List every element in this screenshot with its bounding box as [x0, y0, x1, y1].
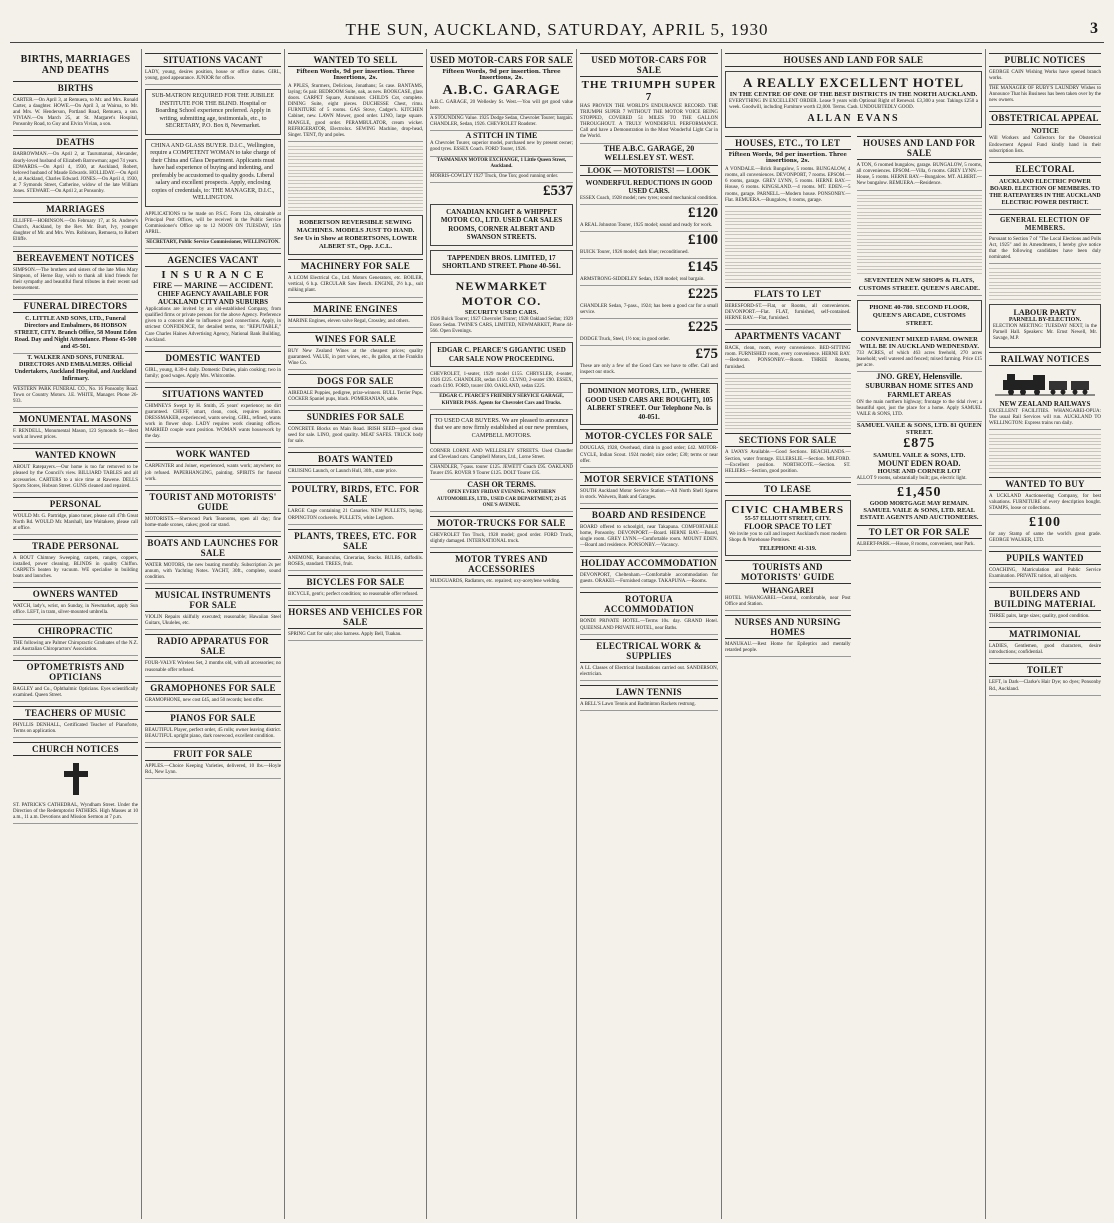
section-header: MACHINERY FOR SALE [288, 259, 423, 273]
classified-ad: SEVENTEEN NEW SHOPS & FLATS, CUSTOMS STREET. QUEEN'S ARCADE. [857, 276, 983, 296]
price-tag: £225 [688, 319, 718, 336]
classified-ad: A LWAYS Available.—Good Sections. BEACHLANDS.—Section, water frontage. ELLERSLIE.—Section. MILFORD.—Excellent position. NORTHCOTE.—Section. ST. HELIERS.—Section, good position. [725, 449, 851, 477]
labour-subtitle: PARNELL BY-ELECTION. [1008, 316, 1082, 323]
houses-left-subcolumn [725, 132, 851, 657]
section-header: PIANOS FOR SALE [145, 711, 281, 725]
fine-print-block [989, 434, 1101, 472]
classified-ad: A LCOM Electrical Co., Ltd. Motors Generators, etc. BOILER, vertical, 6 h.p. CIRCULAR Saw Bench. ENGINE, 2½ h.p., suit milking plant. [288, 275, 423, 297]
suburban-heading: SUBURBAN HOME SITES AND FARMLET AREAS [865, 381, 974, 400]
classified-ad: These are only a few of the Good Cars we have to offer. Call and inspect our stock. [580, 363, 718, 379]
classified-ad: CARTER.—On April 3, at Remuera, to Mr. and Mrs. Ronald Carter, a daughter. HOWE.—On April 3, at Wairoa, to Mr. and Mrs. W. Henderson, Portland Road, Remuera, a son. VIVIAN.—On March 25, at St. Margaret's Hospital, Ponsonby Road, to Guy and Elvira Vivian, a son. [13, 97, 138, 131]
insurance-heading: I N S U R A N C E [161, 269, 265, 282]
civic-subtitle: 55-57 ELLIOTT STREET, CITY. [744, 515, 831, 522]
section-header: BICYCLES FOR SALE [288, 575, 423, 589]
section-header: SUNDRIES FOR SALE [288, 410, 423, 424]
classified-ad: AUCKLAND ELECTRIC POWER BOARD. ELECTION OF MEMBERS. TO THE RATEPAYERS IN THE AUCKLAND ELECTRIC POWER DISTRICT. [989, 178, 1101, 210]
classified-ad: A STOUNDING Value. 1925 Dodge Sedan, Chevrolet Tourer; bargain. CHANDLER, Sedan, 1926. CHEVROLET Roadster. [430, 115, 573, 131]
classified-ad: MORRIS-COWLEY 1927 Truck, One Ton; good running order. [430, 173, 573, 183]
page-number: 3 [1090, 20, 1098, 37]
civic-body: We invite you to call and inspect Auckland's most modern Shops & Warehouse Premises. [729, 531, 847, 543]
section-header: TOILET [989, 663, 1101, 677]
classified-ad: ANEMONE, Ranunculus, Cinerarias, Stocks. BULBS, daffodils. ROSES, standard. TREES, fruit. [288, 555, 423, 571]
mixed-farm-heading: CONVENIENT MIXED FARM. OWNER WILL BE IN AUCKLAND WEDNESDAY. [859, 335, 979, 350]
section-header: WINES FOR SALE [288, 332, 423, 346]
classified-ad: APPLES.—Choice Keeping Varieties, delivered, 10 lbs.—Hoyle Rd., New Lynn. [145, 763, 281, 779]
price-tag: £875 [903, 435, 936, 451]
section-header: MUSICAL INSTRUMENTS FOR SALE [145, 588, 281, 612]
section-header: CHURCH NOTICES [13, 742, 138, 756]
column-births-deaths [10, 49, 142, 1219]
hotel-subtitle: IN THE CENTRE OF ONE OF THE BEST DISTRICTS IN THE NORTH AUCKLAND. [729, 91, 978, 98]
hotel-display-ad [725, 71, 982, 128]
section-header: MARINE ENGINES [288, 302, 423, 316]
section-header: MARRIAGES [13, 202, 138, 216]
fine-print-block [857, 195, 983, 274]
houses-right-subcolumn [857, 132, 983, 657]
section-header: MATRIMONIAL [989, 627, 1101, 641]
classified-ad: PHYLLIS DENHALL, Certificated Teacher of Pianoforte, Terms on application. [13, 722, 138, 738]
fine-print-block [989, 268, 1101, 300]
notice-heading: NOTICE [1031, 127, 1059, 136]
classified-ad: BUY New Zealand Wines at the cheapest prices; quality guaranteed. VALUE, in port wines, etc., 8s gallon, at the Franklin Wine Co. [288, 348, 423, 370]
column-public-notices [986, 49, 1104, 1219]
classified-ad: A LL Classes of Electrical Installations carried out. SANDERSON, electrician. [580, 665, 718, 681]
display-ad: DOMINION MOTORS, LTD., (WHERE GOOD USED CARS ARE BOUGHT), 105 ALBERT STREET. Our Telephone No. is 40-051. [580, 383, 718, 425]
section-header: USED MOTOR-CARS FOR SALE [580, 53, 718, 77]
classified-ad: TASMANIAN MOTOR EXCHANGE, 1 Little Queen Street, Auckland. [430, 157, 573, 173]
column-situations [142, 49, 285, 1219]
masthead-title: THE SUN, AUCKLAND, SATURDAY, APRIL 5, 1930 [345, 20, 769, 39]
section-header: DEATHS [13, 135, 138, 149]
classified-ad: SPRING Cart for sale; also harness. Apply Bell, Tuakau. [288, 631, 423, 641]
price-tag: £225 [688, 285, 718, 302]
fine-print-block [725, 211, 851, 283]
civic-floor: FLOOR SPACE TO LET [744, 521, 832, 531]
newmarket-heading: NEWMARKET MOTOR CO. [455, 278, 548, 308]
classified-ad: MANUKAU.—Rest Home for Epileptics and mentally retarded people. [725, 641, 851, 657]
civic-title: CIVIC CHAMBERS [731, 503, 845, 516]
section-header: DOMESTIC WANTED [145, 351, 281, 365]
section-header: BOATS AND LAUNCHES FOR SALE [145, 536, 281, 560]
section-header: WORK WANTED [145, 447, 281, 461]
funeral-ad: C. LITTLE AND SONS, LTD., Funeral Directors and Embalmers, 86 HOBSON STREET, CITY. Branch Office, 58 Mount Eden Road. Day and Night Attendance. Phone 45-500 and 45-501. [13, 315, 138, 354]
section-header: RADIO APPARATUS FOR SALE [145, 634, 281, 658]
section-header: HOUSES, ETC., TO LET [725, 136, 851, 150]
rate-note: Fifteen Words, 9d per insertion. Three Insertions, 2s. [442, 69, 561, 81]
section-header: PERSONAL [13, 497, 138, 511]
abc-garage-heading: A.B.C. GARAGE [442, 83, 561, 98]
section-header: RAILWAY NOTICES [989, 352, 1101, 366]
section-header: CHIROPRACTIC [13, 624, 138, 638]
classified-ad: A UCKLAND Auctioneering Company, for best valuations. FURNITURE of every description bought. STAMPS, loose or collections. [989, 493, 1101, 515]
classified-ad: CHEVROLET, 1-seater, 1929 model £155. CHRYSLER, 4-seater, 1926 £225. CHANDLER, sedan £150. CLYNO, 2-seater £90. ESSEX, coach £190. FORD, tourer £60. OAKLAND, sedan £225. [430, 371, 573, 393]
train-icon [995, 370, 1095, 396]
classified-ad: ALLOT 9 rooms, substantially built; gas, electric light. [857, 475, 983, 485]
classified-ad: SECRETARY, Public Service Commissioner, WELLINGTON. [145, 239, 281, 249]
section-header: HOUSES AND LAND FOR SALE [857, 136, 983, 160]
display-ad: SUB-MATRON REQUIRED FOR THE JUBILEE INSTITUTE FOR THE BLIND. Hospital or Boarding School experience preferred. Apply in writing, submitting age, testimonials, etc., to SECRETARY, P.O. Box 8, Newmarket. [145, 89, 281, 135]
classified-ad: GRAMOPHONE, new cost £45, and 50 records; best offer. [145, 697, 281, 707]
section-header: NURSES AND NURSING HOMES [725, 615, 851, 639]
classified-ad: LADY, young, desires position, house or office duties. GIRL, young, good appearance. JUNIOR for office. [145, 69, 281, 85]
section-header: OBSTETRICAL APPEAL [989, 111, 1101, 125]
railway-heading: NEW ZEALAND RAILWAYS [999, 399, 1091, 408]
classified-ad: DEVONPORT, Cheltenham.—Comfortable accommodation for guests. ORAKEI.—Furnished cottage. TAKAPUNA.—Rooms. [580, 572, 718, 588]
vaile-signature: SAMUEL VAILE & SONS, LTD. REAL ESTATE AGENTS AND AUCTIONEERS. [859, 506, 979, 521]
classified-ad: A BELL'S Lawn Tennis and Badminton Rackets restrung. [580, 701, 718, 711]
price-tag: £537 [543, 182, 573, 199]
section-header: GENERAL ELECTION OF MEMBERS. [989, 214, 1101, 234]
section-header: SITUATIONS VACANT [145, 53, 281, 67]
classified-ad: F. RENDELL, Monumental Mason, 123 Symonds St.—Best work at lowest prices. [13, 428, 138, 444]
section-header: APARTMENTS VACANT [725, 329, 851, 343]
section-header: HORSES AND VEHICLES FOR SALE [288, 606, 423, 627]
display-ad: EDGAR C. PEARCE'S GIGANTIC USED CAR SALE NOW PROCEEDING. [430, 342, 573, 367]
display-ad: PHONE 40-780. SECOND FLOOR, QUEEN'S ARCADE, CUSTOMS STREET. [857, 300, 983, 332]
column-used-cars [427, 49, 577, 1219]
vaile-signature: SAMUEL VAILE & SONS, LTD. 81 QUEEN STREET. [856, 421, 982, 436]
classified-ad: BERESFORD-ST.—Flat, or Rooms, all conveniences. DEVONPORT.—Flat. FLAT, furnished, self-contained. HERNE BAY.—Flat, furnished. [725, 303, 851, 325]
classified-ad: WATER MOTORS, the new boating monthly. Subscription 2s per annum, with Yachting Notes. YACHT, 30ft., complete, sound condition. [145, 562, 281, 584]
classified-ad: SIMPSON.—The brothers and sisters of the late Miss Mary Simpson, of Herne Bay, wish to thank all kind friends for their sympathy and beautiful floral tributes in their recent sad bereavement. [13, 267, 138, 295]
column-houses-land [722, 49, 986, 1219]
section-header: TOURISTS AND MOTORISTS' GUIDE [725, 560, 851, 584]
price-tag: £1,450 [897, 484, 942, 500]
section-header: MONUMENTAL MASONS [13, 412, 138, 426]
classified-ad: EDGAR C. PEARCE'S FRIENDLY SERVICE GARAGE, KHYBER PASS. Agents for Chevrolet Cars and Trucks. [430, 393, 573, 409]
classified-ad: ELLIFFE—HOBINSON.—On February 17, at St. Andrew's Church, Auckland, by the Rev. Mr. Burt, Ivy, younger daughter of Mr. and Mrs. Wm. Robinson, Remuera, to Robert Elliffe. [13, 218, 138, 246]
hotel-title: A REALLY EXCELLENT HOTEL [742, 75, 965, 90]
display-ad: ROBERTSON REVERSIBLE SEWING MACHINES. MODELS JUST TO HAND. See Us in Show at ROBERTSONS, LOWER ALBERT ST., Opp. J.C.L. [288, 215, 423, 255]
fine-print-block [288, 146, 423, 211]
cash-or-terms: CASH OR TERMS. [467, 480, 536, 490]
section-header: WANTED KNOWN [13, 448, 138, 462]
section-header: TO LEASE [725, 482, 851, 496]
classified-ad: CHEVROLET Ton Truck, 1928 model; good order. FORD Truck, slightly damaged. INTERNATIONAL truck. [430, 532, 573, 548]
section-header: HOUSES AND LAND FOR SALE [725, 53, 982, 67]
section-header: TOURIST AND MOTORISTS' GUIDE [145, 490, 281, 514]
classified-ad: CHIMNEYS Swept by H. Smith, 25 years' experience; no dirt guaranteed. CHEFF, smart, clean, cook, requires position. DRESSMAKER, experienced, wants sewing. GIRL, refined, wants work in flower shop. LADY requires work cleaning offices. MARRIED couple want position. WOMAN wants housework by the day. [145, 403, 281, 444]
classified-ad: CONCRETE Blocks on Main Road. IRISH SEED—good clean seed for sale. LINO, good quality. MEAT SAFES. TRUCK body for sale. [288, 426, 423, 448]
classified-ad: Will Workers and Collectors for the Obstetrical Endowment Appeal Fund kindly hand in their subscription lists. [989, 135, 1101, 157]
masthead [10, 20, 1104, 43]
display-ad: CANADIAN KNIGHT & WHIPPET MOTOR CO., LTD. USED CAR SALES ROOMS, CORNER ALBERT AND SWANSON STREETS. [430, 204, 573, 246]
classified-ad: CHANDLER Sedan, 7-pass., 1924; has been a good car for a small service. [580, 303, 718, 319]
classified-ad: A Chevrolet Tourer, superior model, purchased new by present owner; good tyres. ESSEX Coach. FORD Tourer, 1926. [430, 140, 573, 156]
security-heading: SECURITY USED CARS. [464, 308, 539, 316]
section-header: AGENCIES VACANT [145, 253, 281, 267]
hotel-agent: ALLAN EVANS [807, 113, 900, 125]
display-ad: CHINA AND GLASS BUYER. D.I.C., Wellington, require a COMPETENT WOMAN to take charge of their China and Glass Department. Applicants must have had experience of buying and indenting, and preferably be accustomed to quality goods. Liberal salary and excellent prospects. Apply, enclosing copies of credentials, to: THE MANAGER, D.I.C., WELLINGTON. [145, 139, 281, 207]
classified-ad: THE MANAGER OF RUBY'S LAUNDRY Wishes to Announce That his Business has been taken over by the new owners. [989, 85, 1101, 107]
classified-ad: LEFT, in Dark—Clarke's Hair Dye; no dyes; Ponsonby Rd., Auckland. [989, 679, 1101, 695]
classified-ad: MUDGUARDS, Radiators, etc. repaired; oxy-acetylene welding. [430, 578, 573, 588]
section-header: GRAMOPHONES FOR SALE [145, 681, 281, 695]
classified-ad: BONDI PRIVATE HOTEL.—Terms 10s. day. GRAND Hotel. QUEENSLAND PRIVATE HOTEL, near Baths. [580, 618, 718, 634]
classified-ad: BUICK Tourer, 1926 model; dark blue; reconditioned. [580, 249, 718, 259]
classified-ad: ABOUT Ratepayers.—Our home is too far removed to be pleased by the Council's view. BILLIARD TABLES and all accessories. CARTERS to a nice time at Rawene. DELLS Sports Stores, Hobson Street. GUNS cleaned and repaired. [13, 464, 138, 492]
section-header: DOGS FOR SALE [288, 374, 423, 388]
classified-ad: BEAUTIFUL Player, perfect order, 45 rolls; owner leaving district. BEAUTIFUL upright piano, dark rosewood, excellent condition. [145, 727, 281, 743]
section-header: BEREAVEMENT NOTICES [13, 251, 138, 265]
section-header: TRADE PERSONAL [13, 539, 138, 553]
section-header: MOTOR TYRES AND ACCESSORIES [430, 552, 573, 576]
house-corner-heading: HOUSE AND CORNER LOT [877, 467, 961, 475]
chief-agency: CHIEF AGENCY AVAILABLE FOR AUCKLAND CITY AND SUBURBS [157, 290, 269, 307]
section-header: BOARD AND RESIDENCE [580, 508, 718, 522]
abc-garage-footer: THE A.B.C. GARAGE, 20 WELLESLEY ST. WEST. [603, 143, 695, 162]
classified-ad: OPEN EVERY FRIDAY EVENING. NORTHERN AUTOMOBILES, LTD., USED CAR DEPARTMENT, 21-25 ONE'S AVENUE. [430, 489, 573, 511]
classified-ad: THREE pairs, large sizes; quality, good condition. [989, 613, 1101, 623]
civic-phone: TELEPHONE 41-319. [759, 546, 817, 553]
classified-ad: FOUR-VALVE Wireless Set, 2 months old, with all accessories; no reasonable offer refused. [145, 660, 281, 676]
classified-ad: BARROWMAN.—On April 2, at Taurumaruai, Alexander, dearly-loved husband of Elizabeth Barrowman; aged 74 years. EDWARDS.—On April 4, 1930, at Auckland, Robert, beloved husband of Maude Edwards. HOLLIDAY.—On April 4, at Auckland, Charles Edward. JONES.—On April 4, 1930, at 7 Symonds Street, Catherine, widow of the late William Jones. STEWART.—On April 2, at Ponsonby. [13, 151, 138, 198]
column-wanted-to-sell [285, 49, 427, 1219]
classified-ad: ALBERT-PARK.—House, 8 rooms, convenient, near Park. [857, 541, 983, 551]
price-tag: £100 [1029, 514, 1061, 530]
mount-eden-heading: MOUNT EDEN ROAD. [878, 458, 961, 468]
classified-ad: CORNER LORNE AND WELLESLEY STREETS. Used Chandler and Cleveland cars. Campbell Motors, Ltd., Lorne Street. [430, 448, 573, 464]
classified-ad: CHANDLER, 7-pass. tourer £125. JEWETT Coach £95. OAKLAND Tourer £95. ROVER 9 Tourer £125. DOLT Tourer £35. [430, 464, 573, 480]
classified-ad: Applications are invited by an old-established Company, from qualified firms or private persons for the above Agency. Preference given to a concern able to influence good connections. Apply, in strictest CONFIDENCE, for detailed terms, to: "REPUTABLE," Care Charles Haines Advertising Agency, National Bank Building, Auckland. [145, 306, 281, 347]
display-ad: TO USED CAR BUYERS. We are pleased to announce that we are now firmly established at our new premises, CAMPBELL MOTORS. [430, 414, 573, 445]
classified-ad: BACK, clean, room, every convenience. BED-SITTING room. FURNISHED room, every convenience. HERNE BAY.—Bedroom. PONSONBY.—Room. THREE Rooms, furnished. [725, 345, 851, 373]
rate-note: Fifteen Words, 9d per insertion. Three insertions, 2s. [728, 152, 847, 165]
funeral-ad: WESTERN PARK FUNERAL CO., No. 16 Ponsonby Road. Town or Country Motors. J.E. WHITE, Manager. Phone 26-933. [13, 386, 138, 408]
civic-chambers-ad [725, 500, 851, 556]
price-tag: £145 [688, 258, 718, 275]
classified-ad: SOUTH Auckland Motor Service Station.—All North Shell Spares in stock. Waiwera, Bank and Garages. [580, 488, 718, 504]
classified-ad: DOUGLAS, 1928, Overhead, climb in good order; £42. MOTOR-CYCLE, Indian Scout. 1924 model; nice order; £30; terms or near offer. [580, 445, 718, 467]
price-tag: £100 [688, 231, 718, 248]
column-motor-board [577, 49, 722, 1219]
section-header: LAWN TENNIS [580, 685, 718, 699]
classified-ad: A BOUT Chimney Sweeping, carpets, ranges, coppers, installed, power cleaning. BLINDS in quality Chiffon. CARPETS beaten by vacuum. WE specialise in building boats and launches. [13, 555, 138, 583]
classified-ad: ON the main northern highway; frontage to the tidal river; a beautiful spot, just the place for a home. Apply SAMUEL VAILE & SONS, LTD. [857, 399, 983, 421]
grey-signature: JNO. GREY, Helensville. [876, 372, 963, 382]
section-header: FUNERAL DIRECTORS [13, 299, 138, 313]
classified-ad: ST. PATRICK'S CATHEDRAL, Wyndham Street. Under the Direction of the Redemptorist FATHERS. High Masses at 10 a.m., 11 a.m. Devotions and Mission Sermon at 7 p.m. [13, 802, 138, 824]
section-header: ELECTORAL [989, 162, 1101, 176]
classified-ad: GEORGE CAIN Wishing Works have opened branch works. [989, 69, 1101, 85]
classified-ad: AIREDALE Puppies, pedigree, prize-winners. BULL Terrier Pups. COCKER Spaniel pups, black. POMERANIAN, sable. [288, 390, 423, 406]
section-header: TO LET OR FOR SALE [857, 525, 983, 539]
classified-ad: CARPENTER and Joiner, experienced, wants work; anywhere; no job refused. PAPERHANGING, painting. SPIRITS for funeral work. [145, 463, 281, 485]
classified-ad: A VONDALE.—Brick Bungalow, 5 rooms. BUNGALOW, 4 rooms, all conveniences. DEVONPORT, 7 rooms. EPSOM.—6 rooms, garage. GREY LYNN, 5 rooms. HERNE BAY.—House, 6 rooms. KINGSLAND.—4 rooms. MT. EDEN.—5 rooms, garage. PARNELL.—Modern house. PONSONBY.—Flat. REMUERA.—Bungalow, 6 rooms, garage. [725, 166, 851, 207]
classified-ad: LADIES, Gentlemen, good characters, desire introductions; confidential. [989, 643, 1101, 659]
section-header: PUBLIC NOTICES [989, 53, 1101, 67]
labour-party-ad [989, 304, 1101, 348]
classified-ad: ARMSTRONG-SIDDELEY Sedan, 1928 model; real bargain. [580, 276, 718, 286]
section-header: MOTOR SERVICE STATIONS [580, 472, 718, 486]
classified-ad: 733 ACRES, of which 463 acres freehold, 270 acres leasehold; well watered and fenced; mixed farming. Price £15 per acre. [857, 350, 983, 372]
section-header: ROTORUA ACCOMMODATION [580, 592, 718, 616]
display-ad: TAPPENDEN BROS. LIMITED, 17 SHORTLAND STREET. Phone 40-561. [430, 250, 573, 275]
classified-ad: CRUISING Launch, or Launch Hull, 30ft., state price. [288, 468, 423, 478]
classified-ad: A.B.C. GARAGE, 20 Wellesley St. West.—You will get good value here. [430, 99, 573, 115]
classified-ad: for any Stamp of same the world's great grade. GEORGE WALKER, LTD. [989, 531, 1101, 547]
wonderful-heading: WONDERFUL REDUCTIONS IN GOOD USED CARS. [585, 178, 713, 195]
section-header: SECTIONS FOR SALE [725, 433, 851, 447]
classified-ad: MOTORISTS.—Sherwood Park Tearooms, open all day; fine home-made scones, cakes; good car stand. [145, 516, 281, 532]
classified-ad: DODGE Truck, Steel, 1½ ton; in good order. [580, 336, 718, 346]
section-header: PUPILS WANTED [989, 551, 1101, 565]
labour-title: LABOUR PARTY [1013, 307, 1077, 317]
price-tag: £75 [695, 346, 718, 363]
classified-ad: WOULD Mr. G. Partridge, piano tuner, please call 47th Great North Rd. WOULD Mr. Marshall, late Waitakere, please call at office. [13, 513, 138, 535]
section-header: FLATS TO LET [725, 287, 851, 301]
section-header: BOATS WANTED [288, 452, 423, 466]
classified-ad: 1926 Buick Tourer; 1927 Chevrolet Tourer; 1928 Oakland Sedan; 1929 Essex Sedan. TWINE'S CARS, LIMITED, NEWMARKET, Phone 44-566. Open Evenings. [430, 316, 573, 338]
stitch-heading: A STITCH IN TIME [465, 131, 538, 141]
section-header: POULTRY, BIRDS, ETC. FOR SALE [288, 482, 423, 506]
classified-ad: THE following are Palmer Chiropractic Graduates of the N.Z. and Australian Chiropractors' Association. [13, 640, 138, 656]
classified-ad: LARGE Cage containing 21 Canaries. NEW PULLETS, laying. ORPINGTON cockerels. PULLETS, white Leghorn. [288, 508, 423, 524]
hotel-body: EVERYTHING IN EXCELLENT ORDER. Lease 9 years with Optional Right of Renewal. £3,300 a year. Takings £250 a week. Goodwill, including Furniture worth £2,000. Terms. Cash. UNDOUBTEDLY GOOD. [729, 99, 978, 111]
funeral-ad: T. WALKER AND SONS, FUNERAL DIRECTORS AND EMBALMERS. Official Undertakers, Auckland Hospital, and Auckland Infirmary. [13, 354, 138, 386]
classified-ad: VIOLIN Repairs skilfully executed; reasonable; Hawaiian Steel Guitars, Ukuleles, etc. [145, 614, 281, 630]
section-header: HOLIDAY ACCOMMODATION [581, 558, 717, 569]
classified-ad: APPLICATIONS to be made on P.S.C. Form 12a, obtainable at Principal Post Offices, will be received in the Public Service Commissioner's Office up to 12 NOON ON TUESDAY, 15th APRIL. [145, 211, 281, 239]
section-header: MOTOR-TRUCKS FOR SALE [430, 516, 573, 530]
classified-ad: A PPLES, Sturmers, Delicious, Jonathans; 5s case. BANTAMS, laying; 6s pair. BEDROOM Suite, oak, as new. BOOKCASE, glass doors. CARPET Square, Axminster. CHILD'S Cot, complete. DINING Suite, eight pieces. DUCHESSE Chest, rimu. FURNITURE of 5 rooms. GAS Stove, Cadger's. KITCHEN Cabinet, new. LAWN Mower, good order. LINO, large square. MANGLE, good order. PERAMBULATOR, cream wicker. REFRIGERATOR, Electrolux. SEWING Machine, drop-head, Singer. TENT, fly and poles. [288, 83, 423, 142]
section-header: SITUATIONS WANTED [145, 387, 281, 401]
section-header: OWNERS WANTED [13, 587, 138, 601]
vaile-signature: SAMUEL VAILE & SONS, LTD. [873, 451, 966, 459]
section-header: MOTOR-CYCLES FOR SALE [580, 429, 718, 443]
section-header: OPTOMETRISTS AND OPTICIANS [13, 660, 138, 684]
classified-ad: HOTEL WHANGAREI.—Central, comfortable, near Post Office and Station. [725, 595, 851, 611]
church-cross-icon [56, 759, 96, 799]
classified-ad: WATCH, lady's, wrist, on Sunday, in Newmarket, apply Sun office. LEFT, in tram, silver-mounted umbrella. [13, 603, 138, 619]
section-header: BIRTHS, MARRIAGES AND DEATHS [20, 54, 131, 76]
section-header: TEACHERS OF MUSIC [13, 706, 138, 720]
triumph-heading: THE TRIUMPH SUPER 7 [581, 79, 717, 103]
mortgage-note: GOOD MORTGAGE MAY REMAIN. [869, 500, 969, 507]
section-header: WANTED TO BUY [989, 477, 1101, 491]
classified-ad: BOARD offered to schoolgirl, near Takapuna. COMFORTABLE home, Ponsonby. DEVONPORT.—Board. HERNE BAY.—Board, single room. GREY LYNN.—Comfortable room. MOUNT EDEN.—Board and residence. PONSONBY.—Vacancy. [580, 524, 718, 552]
section-header: PLANTS, TREES, ETC. FOR SALE [288, 529, 423, 553]
classified-ad: COACHING, Matriculation and Public Service Examination. PRIVATE tuition, all subjects. [989, 567, 1101, 583]
classified-ad: BAGLEY and Co., Ophthalmic Opticians. Eyes scientifically examined. Queen Street. [13, 686, 138, 702]
classified-ad: Pursuant to Section 7 of "The Local Elections and Polls Act, 1925" and its Amendments, I hereby give notice that the following candidates have been duly nominated. [989, 236, 1101, 264]
section-header: BIRTHS [13, 81, 138, 95]
rate-note: Fifteen Words, 9d per insertion. Three Insertions, 2s. [296, 69, 415, 81]
classified-ad: A TON, 6 roomed bungalow, garage. BUNGALOW, 5 rooms, all conveniences. EPSOM.—Villa, 6 rooms. GREY LYNN.—House, 5 rooms. HERNE BAY.—Bungalow. MT. ALBERT.—New bungalow. REMUERA.—Residence. [857, 162, 983, 190]
classified-ad: ESSEX Coach, 1928 model; new tyres; sound mechanical condition. [580, 195, 718, 205]
labour-body: ELECTION MEETING: TUESDAY NEXT, in the Parnell Hall. Speakers: Mr. Ernst Newell, Mr. Savage, M.P. [993, 323, 1097, 341]
section-header: USED MOTOR-CARS FOR SALE [430, 55, 573, 65]
section-header: BUILDERS AND BUILDING MATERIAL [989, 587, 1101, 611]
section-header: FRUIT FOR SALE [145, 747, 281, 761]
insurance-line: FIRE — MARINE — ACCIDENT. [152, 281, 274, 291]
section-header: ELECTRICAL WORK & SUPPLIES [580, 639, 718, 663]
classified-ad: EXCELLENT FACILITIES. WHANGAREI-OPUA: The usual Rail Services will run. AUCKLAND TO WELLINGTON: Express trains run daily. [989, 408, 1101, 430]
classified-ad: MARINE Engines, eleven valve Regal, Crossley, and others. [288, 318, 423, 328]
look-heading: LOOK — MOTORISTS! — LOOK [580, 165, 718, 176]
fine-print-block [725, 378, 851, 430]
classified-ad: HAS PROVEN THE WORLD'S ENDURANCE RECORD. THE TRIUMPH SUPER 7 WITHOUT THE MOTOR VOICE BEING STOPPED, COVERED 51 MILES TO THE GALLON THROUGHOUT. A TRULY WONDERFUL PERFORMANCE. Call and have a Demonstration in the Most Wonderful Light Car in the World. [580, 103, 718, 144]
whangarei-heading: WHANGAREI [761, 586, 814, 596]
classified-ad: BICYCLE, gent's; perfect condition; no reasonable offer refused. [288, 591, 423, 601]
classified-ad: GIRL, young, 8.30-4 daily. Domestic Duties, plain cooking; two in family; good wages. Apply Mrs. Whitcombe. [145, 367, 281, 383]
classified-ad: A REAL Johnston Tourer, 1925 model; sound and ready for work. [580, 222, 718, 232]
price-tag: £120 [688, 204, 718, 221]
section-header: WANTED TO SELL [288, 53, 423, 67]
